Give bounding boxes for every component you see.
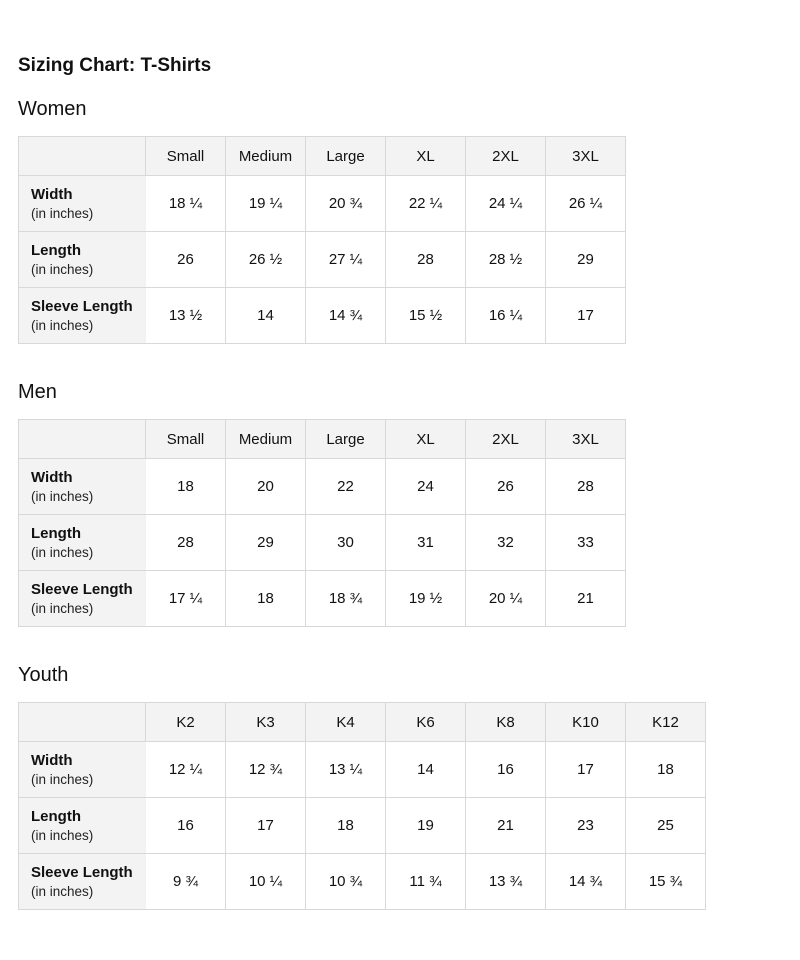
size-value: 16	[146, 798, 226, 854]
row-label: Width	[31, 751, 73, 769]
size-header: K12	[626, 703, 706, 742]
row-unit: (in inches)	[31, 317, 94, 333]
size-value: 29	[226, 515, 306, 571]
size-value: 14 ¾	[306, 288, 386, 344]
row-header	[19, 515, 146, 571]
row-label: Length	[31, 524, 81, 542]
size-value: 26	[466, 459, 546, 515]
row-label: Sleeve Length	[31, 580, 133, 598]
size-value: 18	[306, 798, 386, 854]
row-unit: (in inches)	[31, 544, 94, 560]
size-header: 2XL	[466, 420, 546, 459]
size-value: 20 ¼	[466, 571, 546, 627]
table-row	[19, 515, 626, 571]
row-label: Sleeve Length	[31, 297, 133, 315]
table-row	[19, 571, 626, 627]
corner-cell	[19, 420, 146, 459]
men-size-table	[18, 419, 626, 627]
size-value: 28 ½	[466, 232, 546, 288]
header-row	[19, 703, 706, 742]
size-value: 26 ¼	[546, 176, 626, 232]
size-value: 15 ½	[386, 288, 466, 344]
size-value: 20 ¾	[306, 176, 386, 232]
section-title: Men	[18, 381, 57, 403]
row-unit: (in inches)	[31, 600, 94, 616]
size-value: 17 ¼	[146, 571, 226, 627]
row-unit: (in inches)	[31, 261, 94, 277]
size-value: 22	[306, 459, 386, 515]
row-label: Width	[31, 185, 73, 203]
row-unit: (in inches)	[31, 827, 94, 843]
table-row	[19, 288, 626, 344]
row-label: Length	[31, 807, 81, 825]
row-label: Sleeve Length	[31, 863, 133, 881]
size-header: 3XL	[546, 420, 626, 459]
table-row	[19, 742, 706, 798]
table-row	[19, 232, 626, 288]
size-value: 25	[626, 798, 706, 854]
table-row	[19, 459, 626, 515]
row-header	[19, 176, 146, 232]
page-title: Sizing Chart: T-Shirts	[18, 55, 212, 76]
size-header: Large	[306, 137, 386, 176]
size-value: 32	[466, 515, 546, 571]
size-header: K10	[546, 703, 626, 742]
size-header: XL	[386, 137, 466, 176]
header-row	[19, 137, 626, 176]
size-value: 9 ¾	[146, 854, 226, 910]
size-value: 18	[626, 742, 706, 798]
size-value: 29	[546, 232, 626, 288]
size-value: 20	[226, 459, 306, 515]
size-value: 19 ½	[386, 571, 466, 627]
size-value: 18 ¼	[146, 176, 226, 232]
row-header	[19, 854, 146, 910]
row-unit: (in inches)	[31, 488, 94, 504]
size-value: 18 ¾	[306, 571, 386, 627]
size-value: 16	[466, 742, 546, 798]
size-value: 10 ¼	[226, 854, 306, 910]
size-header: XL	[386, 420, 466, 459]
size-header: 2XL	[466, 137, 546, 176]
size-value: 18	[226, 571, 306, 627]
section-women	[18, 97, 626, 344]
size-header: Medium	[226, 420, 306, 459]
size-value: 22 ¼	[386, 176, 466, 232]
size-header: Small	[146, 137, 226, 176]
size-value: 13 ½	[146, 288, 226, 344]
header-row	[19, 420, 626, 459]
size-header: K8	[466, 703, 546, 742]
row-unit: (in inches)	[31, 883, 94, 899]
size-value: 12 ¼	[146, 742, 226, 798]
size-value: 33	[546, 515, 626, 571]
size-header: K2	[146, 703, 226, 742]
size-value: 15 ¾	[626, 854, 706, 910]
size-value: 17	[546, 288, 626, 344]
size-value: 30	[306, 515, 386, 571]
size-value: 31	[386, 515, 466, 571]
size-header: Small	[146, 420, 226, 459]
size-value: 14	[226, 288, 306, 344]
row-label: Width	[31, 468, 73, 486]
size-header: K4	[306, 703, 386, 742]
size-header: K6	[386, 703, 466, 742]
corner-cell	[19, 137, 146, 176]
size-header: K3	[226, 703, 306, 742]
size-header: 3XL	[546, 137, 626, 176]
size-value: 16 ¼	[466, 288, 546, 344]
row-header	[19, 459, 146, 515]
size-value: 18	[146, 459, 226, 515]
size-header: Large	[306, 420, 386, 459]
row-header	[19, 288, 146, 344]
table-row	[19, 854, 706, 910]
table-row	[19, 798, 706, 854]
size-value: 17	[546, 742, 626, 798]
table-row	[19, 176, 626, 232]
youth-size-table	[18, 702, 706, 910]
size-value: 11 ¾	[386, 854, 466, 910]
size-value: 13 ¾	[466, 854, 546, 910]
row-header	[19, 571, 146, 627]
size-value: 24	[386, 459, 466, 515]
size-value: 19 ¼	[226, 176, 306, 232]
size-header: Medium	[226, 137, 306, 176]
row-unit: (in inches)	[31, 205, 94, 221]
women-size-table	[18, 136, 626, 344]
size-value: 14 ¾	[546, 854, 626, 910]
size-value: 17	[226, 798, 306, 854]
row-header	[19, 232, 146, 288]
section-title: Women	[18, 98, 87, 120]
size-value: 13 ¼	[306, 742, 386, 798]
size-value: 26	[146, 232, 226, 288]
size-value: 19	[386, 798, 466, 854]
size-value: 10 ¾	[306, 854, 386, 910]
section-title: Youth	[18, 664, 69, 686]
size-value: 24 ¼	[466, 176, 546, 232]
row-unit: (in inches)	[31, 771, 94, 787]
size-value: 21	[466, 798, 546, 854]
corner-cell	[19, 703, 146, 742]
size-value: 28	[386, 232, 466, 288]
section-men	[18, 380, 626, 627]
section-youth	[18, 663, 706, 910]
row-label: Length	[31, 241, 81, 259]
row-header	[19, 742, 146, 798]
size-value: 28	[146, 515, 226, 571]
size-value: 12 ¾	[226, 742, 306, 798]
size-value: 28	[546, 459, 626, 515]
size-value: 14	[386, 742, 466, 798]
size-value: 23	[546, 798, 626, 854]
row-header	[19, 798, 146, 854]
size-value: 21	[546, 571, 626, 627]
size-value: 26 ½	[226, 232, 306, 288]
size-value: 27 ¼	[306, 232, 386, 288]
